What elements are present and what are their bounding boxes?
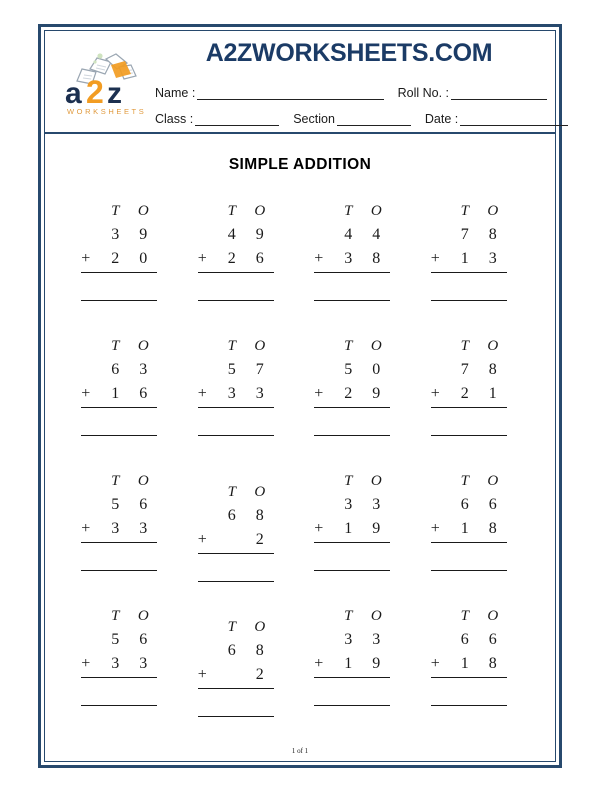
- ones-digit: 6: [488, 631, 497, 648]
- second-addend: [79, 382, 171, 406]
- svg-text:z: z: [107, 77, 122, 110]
- problem-cell: [184, 199, 301, 334]
- place-value-header: [429, 334, 521, 358]
- problem-row: [67, 199, 533, 334]
- ones-digit: 9: [372, 655, 381, 672]
- tens-digit: 3: [227, 385, 236, 402]
- section-input[interactable]: [337, 112, 411, 126]
- answer-line[interactable]: [431, 434, 507, 436]
- place-value-header: [196, 480, 288, 504]
- name-label: Name :: [155, 86, 196, 100]
- answer-line[interactable]: [81, 569, 157, 571]
- ones-digit: 9: [372, 385, 381, 402]
- sum-divider-line: [81, 676, 157, 678]
- place-value-header: [312, 334, 404, 358]
- first-addend: [429, 223, 521, 247]
- sum-divider-line: [314, 676, 390, 678]
- ones-digit: 6: [139, 631, 148, 648]
- operator-sign: +: [430, 520, 440, 537]
- second-addend: [79, 652, 171, 676]
- ones-digit: 6: [255, 250, 264, 267]
- ones-digit: 8: [372, 250, 381, 267]
- problem-cell: [417, 469, 534, 604]
- worksheet-page-inner-border: [44, 30, 556, 762]
- place-value-header: [312, 469, 404, 493]
- problem-cell: [67, 469, 184, 604]
- place-value-header: [196, 199, 288, 223]
- problem-cell: [417, 199, 534, 334]
- tens-digit: T: [227, 618, 236, 635]
- problem-row: [67, 469, 533, 604]
- date-label: Date :: [424, 112, 459, 126]
- first-addend: [79, 628, 171, 652]
- place-value-header: [79, 334, 171, 358]
- second-addend: [312, 382, 404, 406]
- tens-digit: 6: [227, 507, 236, 524]
- tens-digit: 6: [460, 631, 469, 648]
- addition-problem: [429, 604, 521, 739]
- sum-divider-line: [198, 552, 274, 554]
- section-label: Section: [293, 112, 335, 126]
- tens-digit: 1: [460, 655, 469, 672]
- answer-line[interactable]: [81, 434, 157, 436]
- operator-sign: +: [314, 655, 324, 672]
- addition-problem: [312, 604, 404, 739]
- operator-sign: +: [314, 250, 324, 267]
- first-addend: [312, 223, 404, 247]
- tens-digit: 5: [344, 361, 353, 378]
- sum-divider-line: [81, 406, 157, 408]
- ones-digit: 4: [372, 226, 381, 243]
- problem-cell: [300, 469, 417, 604]
- tens-digit: 4: [227, 226, 236, 243]
- ones-digit: 9: [139, 226, 148, 243]
- tens-digit: 7: [460, 361, 469, 378]
- answer-line[interactable]: [198, 434, 274, 436]
- worksheet-title: SIMPLE ADDITION: [228, 156, 372, 173]
- problem-row: [67, 334, 533, 469]
- first-addend: [429, 358, 521, 382]
- ones-digit: 8: [488, 361, 497, 378]
- worksheet-header: [45, 31, 555, 134]
- answer-line[interactable]: [198, 580, 274, 582]
- tens-digit: T: [344, 337, 353, 354]
- answer-line[interactable]: [314, 569, 390, 571]
- ones-digit: O: [370, 202, 382, 219]
- tens-digit: 7: [460, 226, 469, 243]
- addition-problem: [429, 334, 521, 469]
- ones-digit: 6: [139, 496, 148, 513]
- ones-digit: 6: [139, 385, 148, 402]
- tens-digit: T: [460, 472, 469, 489]
- first-addend: [79, 493, 171, 517]
- second-addend: [79, 247, 171, 271]
- tens-digit: 3: [344, 250, 353, 267]
- problem-row: [67, 604, 533, 739]
- ones-digit: O: [254, 618, 266, 635]
- roll-no-label: Roll No. :: [397, 86, 449, 100]
- sum-divider-line: [81, 541, 157, 543]
- ones-digit: O: [487, 607, 499, 624]
- tens-digit: 5: [111, 631, 120, 648]
- problem-cell: [184, 604, 301, 739]
- answer-line[interactable]: [314, 299, 390, 301]
- addition-problem: [79, 199, 171, 334]
- ones-digit: 3: [139, 520, 148, 537]
- page-indicator: 1 of 1: [291, 747, 309, 755]
- tens-digit: 6: [227, 642, 236, 659]
- roll-no-input[interactable]: [451, 86, 547, 100]
- sum-divider-line: [314, 406, 390, 408]
- place-value-header: [79, 199, 171, 223]
- place-value-header: [429, 199, 521, 223]
- tens-digit: 3: [344, 631, 353, 648]
- second-addend: [429, 652, 521, 676]
- addition-problem: [429, 469, 521, 604]
- tens-digit: 2: [344, 385, 353, 402]
- tens-digit: 2: [460, 385, 469, 402]
- name-input[interactable]: [197, 86, 383, 100]
- ones-digit: 9: [372, 520, 381, 537]
- answer-line[interactable]: [431, 299, 507, 301]
- operator-sign: +: [430, 385, 440, 402]
- problem-cell: [300, 604, 417, 739]
- tens-digit: 3: [344, 496, 353, 513]
- second-addend: [196, 663, 288, 687]
- sum-divider-line: [198, 271, 274, 273]
- ones-digit: 8: [255, 507, 264, 524]
- operator-sign: +: [430, 655, 440, 672]
- ones-digit: O: [254, 337, 266, 354]
- tens-digit: T: [111, 607, 120, 624]
- first-addend: [429, 493, 521, 517]
- ones-digit: O: [137, 472, 149, 489]
- second-addend: [429, 247, 521, 271]
- class-label: Class :: [155, 112, 194, 126]
- addition-problem: [196, 615, 288, 739]
- tens-digit: T: [344, 202, 353, 219]
- first-addend: [312, 628, 404, 652]
- tens-digit: T: [111, 337, 120, 354]
- tens-digit: 2: [227, 250, 236, 267]
- sum-divider-line: [198, 687, 274, 689]
- ones-digit: 3: [372, 496, 381, 513]
- tens-digit: 3: [111, 226, 120, 243]
- tens-digit: T: [460, 202, 469, 219]
- ones-digit: 2: [255, 531, 264, 548]
- first-addend: [312, 493, 404, 517]
- second-addend: [429, 382, 521, 406]
- sum-divider-line: [431, 541, 507, 543]
- ones-digit: O: [370, 607, 382, 624]
- ones-digit: 3: [139, 655, 148, 672]
- second-addend: [196, 528, 288, 552]
- ones-digit: O: [254, 483, 266, 500]
- problem-cell: [300, 199, 417, 334]
- addition-problem: [79, 334, 171, 469]
- ones-digit: 3: [139, 361, 148, 378]
- place-value-header: [312, 199, 404, 223]
- tens-digit: 1: [460, 520, 469, 537]
- operator-sign: +: [430, 250, 440, 267]
- place-value-header: [429, 604, 521, 628]
- answer-line[interactable]: [314, 704, 390, 706]
- ones-digit: 3: [372, 631, 381, 648]
- problem-cell: [184, 334, 301, 469]
- ones-digit: 2: [255, 666, 264, 683]
- tens-digit: 5: [227, 361, 236, 378]
- tens-digit: T: [111, 202, 120, 219]
- ones-digit: 0: [372, 361, 381, 378]
- tens-digit: T: [111, 472, 120, 489]
- operator-sign: +: [197, 531, 207, 548]
- svg-text:WORKSHEETS: WORKSHEETS: [67, 107, 147, 116]
- place-value-header: [196, 615, 288, 639]
- tens-digit: T: [460, 337, 469, 354]
- place-value-header: [79, 604, 171, 628]
- ones-digit: 8: [488, 655, 497, 672]
- addition-problem: [429, 199, 521, 334]
- problem-grid: [67, 199, 533, 739]
- answer-line[interactable]: [81, 299, 157, 301]
- second-addend: [312, 652, 404, 676]
- operator-sign: +: [314, 385, 324, 402]
- ones-digit: O: [254, 202, 266, 219]
- operator-sign: +: [197, 666, 207, 683]
- ones-digit: 1: [488, 385, 497, 402]
- second-addend: [429, 517, 521, 541]
- ones-digit: 0: [139, 250, 148, 267]
- addition-problem: [312, 199, 404, 334]
- tens-digit: T: [344, 472, 353, 489]
- site-title: A2ZWORKSHEETS.COM: [205, 39, 493, 67]
- second-addend: [312, 517, 404, 541]
- first-addend: [79, 223, 171, 247]
- first-addend: [429, 628, 521, 652]
- ones-digit: O: [487, 202, 499, 219]
- ones-digit: O: [137, 337, 149, 354]
- tens-digit: 3: [111, 655, 120, 672]
- first-addend: [196, 639, 288, 663]
- problem-cell: [300, 334, 417, 469]
- ones-digit: O: [370, 337, 382, 354]
- svg-text:2: 2: [86, 74, 104, 110]
- answer-line[interactable]: [198, 715, 274, 717]
- answer-line[interactable]: [81, 704, 157, 706]
- tens-digit: T: [227, 483, 236, 500]
- addition-problem: [79, 604, 171, 739]
- tens-digit: T: [227, 202, 236, 219]
- answer-line[interactable]: [314, 434, 390, 436]
- tens-digit: 5: [111, 496, 120, 513]
- problem-cell: [417, 604, 534, 739]
- operator-sign: +: [314, 520, 324, 537]
- ones-digit: 6: [488, 496, 497, 513]
- ones-digit: O: [487, 472, 499, 489]
- second-addend: [79, 517, 171, 541]
- first-addend: [312, 358, 404, 382]
- second-addend: [312, 247, 404, 271]
- place-value-header: [312, 604, 404, 628]
- first-addend: [196, 504, 288, 528]
- ones-digit: 8: [255, 642, 264, 659]
- place-value-header: [196, 334, 288, 358]
- answer-line[interactable]: [431, 704, 507, 706]
- problem-cell: [417, 334, 534, 469]
- operator-sign: +: [81, 385, 91, 402]
- ones-digit: 9: [255, 226, 264, 243]
- student-info-fields: [155, 75, 547, 127]
- addition-problem: [196, 480, 288, 604]
- sum-divider-line: [81, 271, 157, 273]
- a2z-logo: [59, 45, 153, 119]
- ones-digit: 8: [488, 520, 497, 537]
- ones-digit: O: [137, 202, 149, 219]
- sum-divider-line: [431, 676, 507, 678]
- ones-digit: 8: [488, 226, 497, 243]
- addition-problem: [312, 469, 404, 604]
- tens-digit: 1: [460, 250, 469, 267]
- date-input[interactable]: [460, 112, 568, 126]
- ones-digit: 3: [255, 385, 264, 402]
- first-addend: [196, 223, 288, 247]
- field-row-class: [155, 101, 547, 127]
- field-row-name: [155, 75, 547, 101]
- addition-problem: [196, 334, 288, 469]
- tens-digit: T: [460, 607, 469, 624]
- addition-problem: [79, 469, 171, 604]
- answer-line[interactable]: [198, 299, 274, 301]
- operator-sign: +: [81, 655, 91, 672]
- class-input[interactable]: [195, 112, 279, 126]
- problem-cell: [67, 334, 184, 469]
- ones-digit: 3: [488, 250, 497, 267]
- addition-problem: [196, 199, 288, 334]
- second-addend: [196, 382, 288, 406]
- answer-line[interactable]: [431, 569, 507, 571]
- sum-divider-line: [431, 271, 507, 273]
- svg-text:a: a: [65, 77, 82, 110]
- operator-sign: +: [197, 250, 207, 267]
- operator-sign: +: [197, 385, 207, 402]
- sum-divider-line: [431, 406, 507, 408]
- sum-divider-line: [198, 406, 274, 408]
- sum-divider-line: [314, 271, 390, 273]
- tens-digit: T: [344, 607, 353, 624]
- ones-digit: O: [370, 472, 382, 489]
- place-value-header: [429, 469, 521, 493]
- ones-digit: O: [487, 337, 499, 354]
- tens-digit: 1: [344, 520, 353, 537]
- first-addend: [196, 358, 288, 382]
- problem-cell: [184, 469, 301, 604]
- tens-digit: 6: [460, 496, 469, 513]
- tens-digit: 1: [344, 655, 353, 672]
- ones-digit: O: [137, 607, 149, 624]
- tens-digit: T: [227, 337, 236, 354]
- sum-divider-line: [314, 541, 390, 543]
- worksheet-page: [38, 24, 562, 768]
- ones-digit: 7: [255, 361, 264, 378]
- second-addend: [196, 247, 288, 271]
- first-addend: [79, 358, 171, 382]
- place-value-header: [79, 469, 171, 493]
- tens-digit: 6: [111, 361, 120, 378]
- tens-digit: 1: [111, 385, 120, 402]
- problem-cell: [67, 199, 184, 334]
- tens-digit: 4: [344, 226, 353, 243]
- tens-digit: 2: [111, 250, 120, 267]
- addition-problem: [312, 334, 404, 469]
- tens-digit: 3: [111, 520, 120, 537]
- operator-sign: +: [81, 520, 91, 537]
- operator-sign: +: [81, 250, 91, 267]
- problem-cell: [67, 604, 184, 739]
